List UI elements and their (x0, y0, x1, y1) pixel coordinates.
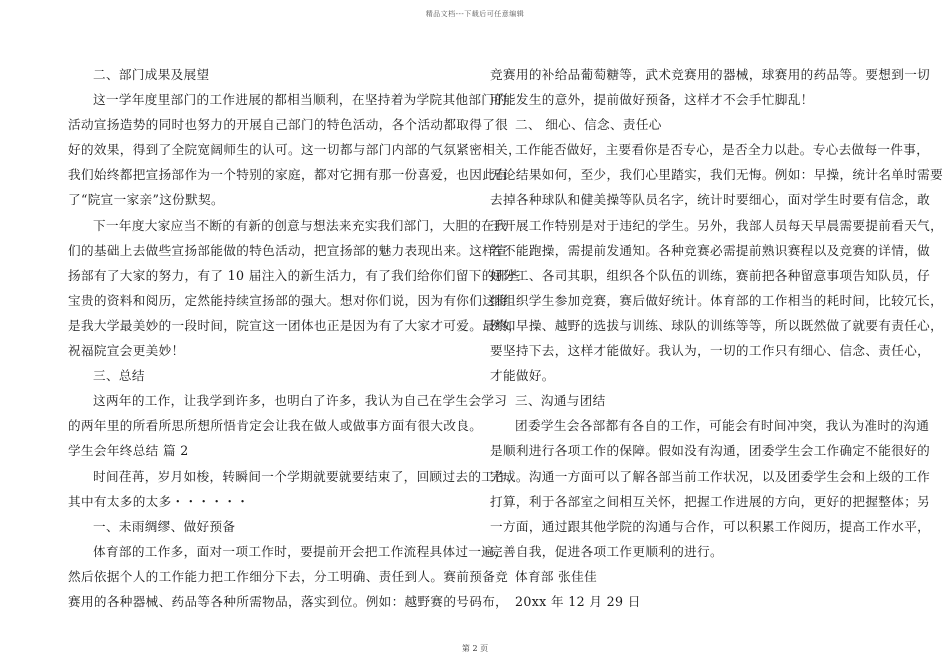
text-line: 打算，利于各部室之间相互关怀，把握工作进展的方向，更好的把握整体；另 (490, 493, 931, 509)
text-line: 细组织学生参加竞赛，赛后做好统计。体育部的工作相当的耗时间，比较冗长， (490, 292, 944, 308)
text-line: 于开展工作特别是对于违纪的学生。另外，我部人员每天早晨需要提前看天气， (490, 217, 944, 233)
text-line: 体育部 张佳佳 (515, 568, 598, 584)
text-line: 然后依据个人的工作能力把工作细分下去，分工明确、责任到人。赛前预备竞 (68, 568, 509, 584)
text-line: 其中有太多的太多・・・・・・ (68, 493, 250, 509)
text-line: 们的基础上去做些宣扬部能做的特色活动，把宣扬部的魅力表现出来。这样宣 (68, 242, 509, 258)
text-line: 一、未雨绸缪、做好预备 (93, 518, 236, 534)
text-line: 是顺利进行各项工作的保障。假如没有沟通，团委学生会工作确定不能很好的 (490, 443, 931, 459)
text-line: 宝贵的资料和阅历，定然能持续宣扬部的强大。想对你们说，因为有你们这将 (68, 292, 509, 308)
text-line: 我们始终都把宣扬部作为一个特别的家庭，都对它拥有那一份喜爱，也因此有 (68, 167, 509, 183)
text-line: 若不能跑操，需提前发通知。各种竞赛必需提前熟识赛程以及竞赛的详情，做 (490, 242, 931, 258)
text-line: 这两年的工作，让我学到许多，也明白了许多，我认为自己在学生会学习 (93, 393, 508, 409)
text-line: 要坚持下去，这样才能做好。我认为，一切的工作只有细心、信念、责任心， (490, 343, 931, 359)
text-line: 一方面，通过跟其他学院的沟通与合作，可以积累工作阅历，提高工作水平， (490, 518, 931, 534)
text-line: 赛用的各种器械、药品等各种所需物品，落实到位。例如：越野赛的号码布， (68, 593, 509, 609)
text-line: 团委学生会各部都有各自的工作，可能会有时间冲突，我认为准时的沟通 (515, 418, 930, 434)
text-line: 三、总结 (93, 368, 145, 384)
text-line: 二、 细心、信念、责任心 (515, 117, 662, 133)
text-line: 工作能否做好，主要看你是否专心，是否全力以赴。专心去做每一件事， (515, 142, 930, 158)
text-line: 二、部门成果及展望 (93, 67, 210, 82)
page-number: 第 2 页 (461, 644, 489, 653)
text-line: 三、沟通与团结 (515, 393, 606, 409)
text-line: 好的效果，得到了全院宽阔师生的认可。这一切都与部门内部的气氛紧密相关， (68, 142, 522, 158)
text-line: 完善自我，促进各项工作更顺利的进行。 (490, 543, 723, 559)
text-line: 完成。沟通一方面可以了解各部当前工作状况，以及团委学生会和上级的工作 (490, 468, 931, 484)
text-line: 无论结果如何，至少，我们心里踏实，我们无悔。例如：早操，统计名单时需要 (490, 167, 944, 183)
text-line: 这一学年度里部门的工作进展的都相当顺利，在坚持着为学院其他部门的 (93, 92, 508, 108)
right-column (490, 62, 944, 614)
text-line: 好分工、各司其职，组织各个队伍的训练，赛前把各种留意事项告知队员，仔 (490, 267, 931, 283)
text-line: 下一年度大家应当不断的有新的创意与想法来充实我们部门，大胆的在我 (93, 217, 508, 233)
text-line: 体育部的工作多，面对一项工作时，要提前开会把工作流程具体过一遍， (93, 543, 508, 559)
text-line: 活动宣扬造势的同时也努力的开展自己部门的特色活动，各个活动都取得了很 (68, 117, 509, 133)
text-line: 是我大学最美妙的一段时间，院宣这一团体也正是因为有了大家才可爱。最终， (68, 317, 522, 333)
text-line: 可能发生的意外，提前做好预备，这样才不会手忙脚乱！ (490, 92, 814, 108)
text-line: 祝福院宣会更美妙！ (68, 343, 185, 359)
text-line: 20xx 年 12 月 29 日 (515, 593, 641, 609)
header-note: 精品文档---下载后可任意编辑 (425, 10, 525, 18)
text-line: 学生会年终总结 篇 2 (68, 443, 189, 459)
text-line: 竞赛用的补给品葡萄糖等，武术竞赛用的器械，球赛用的药品等。要想到一切 (490, 67, 931, 82)
text-line: 例如早操、越野的选拔与训练、球队的训练等等，所以既然做了就要有责任心， (490, 317, 944, 333)
text-line: 了“院宣一家亲”这份默契。 (68, 192, 224, 208)
text-line: 时间荏苒，岁月如梭，转瞬间一个学期就要就要结束了，回顾过去的工作， (93, 468, 521, 484)
text-line: 扬部有了大家的努力，有了 10 届注入的新生活力，有了我们给你们留下的那些 (68, 267, 521, 283)
text-line: 的两年里的所看所思所想所悟肯定会让我在做人或做事方面有很大改良。 (68, 418, 483, 434)
text-line: 才能做好。 (490, 368, 555, 384)
left-column (68, 62, 522, 614)
text-line: 去掉各种球队和健美操等队员名字，统计时要细心，面对学生时要有信念，敢 (490, 192, 931, 208)
